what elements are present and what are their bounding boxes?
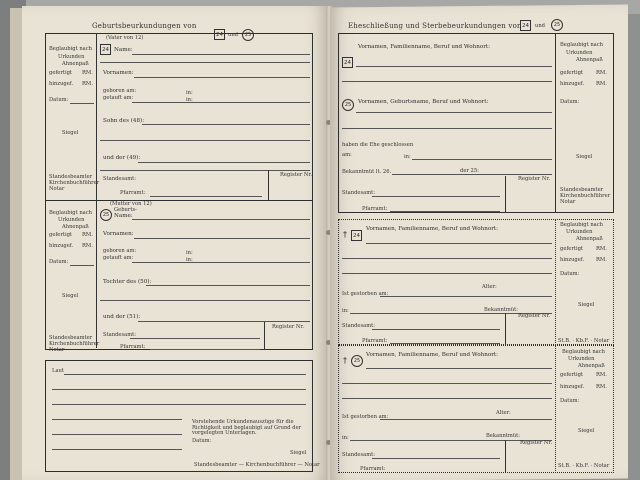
death2-in-label: in: [342, 435, 349, 441]
siegel-label: Siegel [576, 154, 593, 160]
death2-bekannt-label: Bekanntmüt: [486, 433, 520, 439]
death2-alter-label: Alter: [496, 410, 511, 416]
datum-label: Datum: [560, 99, 580, 105]
marriage-line [356, 112, 552, 113]
mother-register-divider [264, 322, 265, 350]
datum-label: Datum: [49, 259, 69, 265]
header-und: und [228, 32, 239, 38]
laut-label: Laut [52, 368, 64, 374]
death2-gestorben-label: Ist gestorben am: [342, 414, 389, 420]
certification-line [52, 404, 306, 405]
beglaubigt-label: Beglaubigt nach [49, 210, 93, 216]
certification-note: Vorstehende Urkundenauszüge für die Richtigkeit und beglaubigt auf Grund der vorgelegten Unterlagen. [192, 419, 302, 436]
beglaubigt-label: Beglaubigt nach [560, 42, 604, 48]
marriage-standesamt-line [372, 196, 500, 197]
standesbeamter-label: Standesbeamter [49, 335, 93, 341]
marriage-pfarramt-line [390, 211, 500, 212]
death1-standesamt-label: Standesamt: [342, 323, 375, 329]
header-box-number: 24 [520, 20, 531, 31]
header-text: Eheschließung und Sterbebeurkundungen von [348, 22, 522, 30]
siegel-label: Siegel [62, 130, 79, 136]
datum-line [70, 265, 94, 266]
marriage-der25-label: der 25: [460, 168, 479, 174]
death1-standesamt-line [372, 329, 500, 330]
mother-standesamt-line [130, 338, 260, 339]
certification-line [52, 389, 306, 390]
mother-pfarramt-line [150, 349, 260, 350]
laut-line [64, 374, 306, 375]
father-label-top: (Vater von 12) [106, 35, 144, 41]
kirchenbuch-label: Kirchenbuchführer [560, 193, 611, 199]
rm-label: RM. [596, 384, 607, 390]
death2-line1-label: Vornamen, Familienname, Beruf und Wohnort: [366, 352, 499, 358]
urkunden-label: Urkunden [568, 356, 595, 362]
death2-line [342, 383, 552, 384]
header-circle-number: 25 [242, 29, 254, 41]
rm-label: RM. [82, 70, 93, 76]
marriage-register-divider [505, 176, 506, 212]
certification-datum: Datum: [192, 438, 212, 444]
datum-label: Datum: [49, 97, 69, 103]
father-register-label: Register Nr. [280, 172, 312, 178]
mother-vornamen-line [134, 238, 310, 239]
mother-tochter-label: Tochter des (50): [103, 279, 152, 285]
hinzugefuegt-label: hinzugef. [560, 384, 585, 390]
rm-label: RM. [596, 372, 607, 378]
mother-geboren-label: geboren am: [103, 248, 137, 254]
death-cross-icon: † [343, 356, 347, 365]
ahnenpass-label: Ahnenpaß [578, 363, 605, 369]
siegel-label: Siegel [578, 428, 595, 434]
death1-line [342, 273, 552, 274]
kirchenbuch-label: Kirchenbuchführer [49, 341, 100, 347]
header-und: und [535, 23, 546, 29]
marriage-bekannt-label: Bekanntmüt lt. 26. [342, 169, 392, 175]
death1-box-number: 24 [351, 230, 362, 241]
rm-label: RM. [596, 246, 607, 252]
marriage-register-label: Register Nr. [518, 176, 550, 182]
mother-in-label: in: [186, 257, 193, 263]
death2-register-divider [505, 440, 506, 473]
father-vornamen-label: Vornamen: [103, 70, 134, 76]
father-sohn-label: Sohn des (48): [103, 118, 145, 124]
standesbeamter-label: Standesbeamter [49, 174, 93, 180]
marriage-bekannt-line [392, 174, 552, 175]
left-page-header [92, 22, 197, 30]
right-page-header [348, 22, 522, 30]
header-circle-number: 25 [551, 19, 563, 31]
hinzugefuegt-label: hinzugef. [560, 257, 585, 263]
death1-line [366, 243, 552, 244]
rm-label: RM. [82, 243, 93, 249]
mother-geburts-label: Geburts- [114, 207, 137, 213]
datum-line [70, 103, 94, 104]
siegel-label: Siegel [62, 293, 79, 299]
datum-label: Datum: [560, 398, 580, 404]
header-text: Geburtsbeurkundungen von [92, 22, 197, 30]
marriage-circle-number: 25 [342, 99, 354, 111]
death1-alter-label: Alter: [482, 284, 497, 290]
beglaubigt-label: Beglaubigt nach [560, 222, 604, 228]
death-cross-icon: † [343, 230, 347, 239]
hinzugefuegt-label: hinzugef. [49, 243, 74, 249]
mother-standesamt-label: Standesamt: [103, 332, 136, 338]
standesbeamter-label: Standesbeamter [560, 187, 604, 193]
gefertigt-label: gefertigt [49, 70, 73, 76]
ahnenpass-label: Ahnenpaß [576, 236, 603, 242]
death2-standesamt-label: Standesamt: [342, 452, 375, 458]
mother-pfarramt-label: Pfarramt: [120, 344, 146, 350]
rm-label: RM. [596, 257, 607, 263]
rm-label: RM. [596, 81, 607, 87]
marriage-in-line [412, 159, 552, 160]
death-record-1-box [338, 219, 614, 345]
mother-name-line [132, 219, 310, 220]
father-vornamen-line [134, 77, 310, 78]
urkunden-label: Urkunden [566, 50, 593, 56]
mother-line [100, 300, 310, 301]
father-und-der-label: und der (49): [103, 155, 141, 161]
certification-signers: Standesbeamter — Kirchenbuchführer — Notar [194, 462, 320, 468]
father-register-divider [268, 170, 269, 200]
datum-label: Datum: [560, 271, 580, 277]
mother-in-label: in: [186, 250, 193, 256]
notar-label: Notar [560, 199, 576, 205]
certification-line [52, 434, 182, 435]
sidebar-abbr-label: St.B. · Kb.F. · Notar [558, 463, 610, 469]
gefertigt-label: gefertigt [49, 232, 73, 238]
father-pfarramt-line [150, 196, 262, 197]
urkunden-label: Urkunden [58, 217, 85, 223]
death2-gestorben-line [380, 419, 552, 420]
death2-circle-number: 25 [351, 355, 363, 367]
death2-line [366, 368, 552, 369]
notar-label: Notar [49, 186, 65, 192]
marriage-line [342, 128, 552, 129]
death1-bekannt-label: Bekanntmüt: [484, 307, 518, 313]
death2-register-label: Register Nr. [520, 440, 552, 446]
father-standesamt-label: Standesamt: [103, 176, 136, 182]
father-sohn-line [142, 124, 310, 125]
right-sidebar-divider [555, 219, 556, 345]
death1-in-label: in: [342, 308, 349, 314]
death1-line1-label: Vornamen, Familienname, Beruf und Wohnort: [366, 226, 499, 232]
marriage-line [342, 81, 552, 82]
marriage-box-number: 24 [342, 57, 353, 68]
father-birth-line [132, 102, 310, 103]
certification-box [45, 360, 313, 472]
death1-register-label: Register Nr. [518, 313, 550, 319]
beglaubigt-label: Beglaubigt nach [49, 46, 93, 52]
ahnenpass-label: Ahnenpaß [62, 61, 89, 67]
father-line [100, 170, 310, 171]
marriage-standesamt-label: Standesamt: [342, 190, 375, 196]
notar-label: Notar [49, 347, 65, 353]
mother-getauft-label: getauft am: [103, 255, 134, 261]
death1-gestorben-label: Ist gestorben am: [342, 291, 389, 297]
father-name-line [132, 54, 310, 55]
marriage-line1-label: Vornamen, Familienname, Beruf und Wohnort: [358, 44, 491, 50]
mother-name-label: Name: [114, 213, 133, 219]
mother-birth-line [132, 262, 310, 263]
death-record-2-box [338, 345, 614, 473]
mother-tochter-line [146, 285, 310, 286]
father-line [100, 62, 310, 63]
death1-register-divider [505, 313, 506, 345]
sidebar-abbr-label: St.B. · Kb.F. · Notar [558, 338, 610, 344]
death2-line [342, 398, 552, 399]
right-sidebar-divider [555, 33, 556, 213]
mother-circle-number: 25 [100, 209, 112, 221]
ahnenpass-label: Ahnenpaß [576, 57, 603, 63]
rm-label: RM. [82, 81, 93, 87]
mother-register-label: Register Nr. [272, 324, 304, 330]
death1-pfarramt-label: Pfarramt: [362, 338, 388, 344]
marriage-am-label: am: [342, 152, 352, 158]
rm-label: RM. [82, 232, 93, 238]
header-box-number: 24 [214, 29, 225, 40]
ahnenpass-label: Ahnenpaß [62, 224, 89, 230]
father-in-label: in: [186, 97, 193, 103]
death1-line [342, 258, 552, 259]
marriage-line [356, 66, 552, 67]
father-getauft-label: getauft am: [103, 95, 134, 101]
mother-und-der-line [138, 321, 310, 322]
mother-vornamen-label: Vornamen: [103, 231, 134, 237]
father-pfarramt-label: Pfarramt: [120, 190, 146, 196]
certification-line [52, 419, 182, 420]
mother-label-top: (Mutter von 12) [110, 201, 152, 207]
marriage-heirat-label: haben die Ehe geschlossen [342, 142, 414, 148]
father-und-der-line [138, 162, 310, 163]
hinzugefuegt-label: hinzugef. [49, 81, 74, 87]
gefertigt-label: gefertigt [560, 246, 584, 252]
gefertigt-label: gefertigt [560, 372, 584, 378]
father-line [100, 140, 310, 141]
mother-und-der-label: und der (51): [103, 314, 141, 320]
kirchenbuch-label: Kirchenbuchführer [49, 180, 100, 186]
gefertigt-label: gefertigt [560, 70, 584, 76]
death2-standesamt-line [372, 458, 500, 459]
beglaubigt-label: Beglaubigt nach [562, 349, 606, 355]
certification-siegel: Siegel [290, 450, 307, 456]
marriage-in-label: in: [404, 154, 411, 160]
marriage-line2-label: Vornamen, Geburtsname, Beruf und Wohnort: [358, 99, 489, 105]
urkunden-label: Urkunden [566, 229, 593, 235]
hinzugefuegt-label: hinzugef. [560, 81, 585, 87]
certification-line [52, 449, 182, 450]
urkunden-label: Urkunden [58, 54, 85, 60]
father-in-label: in: [186, 90, 193, 96]
rm-label: RM. [596, 70, 607, 76]
right-sidebar-divider [555, 345, 556, 473]
death1-pfarramt-line [390, 343, 500, 344]
father-box-number: 24 [100, 44, 111, 55]
death1-gestorben-line [380, 296, 552, 297]
marriage-pfarramt-label: Pfarramt: [362, 206, 388, 212]
father-name-label: Name: [114, 47, 133, 53]
marriage-record-box [338, 33, 614, 213]
death2-pfarramt-label: Pfarramt: [360, 466, 386, 472]
father-geboren-label: geboren am: [103, 88, 137, 94]
siegel-label: Siegel [578, 302, 595, 308]
